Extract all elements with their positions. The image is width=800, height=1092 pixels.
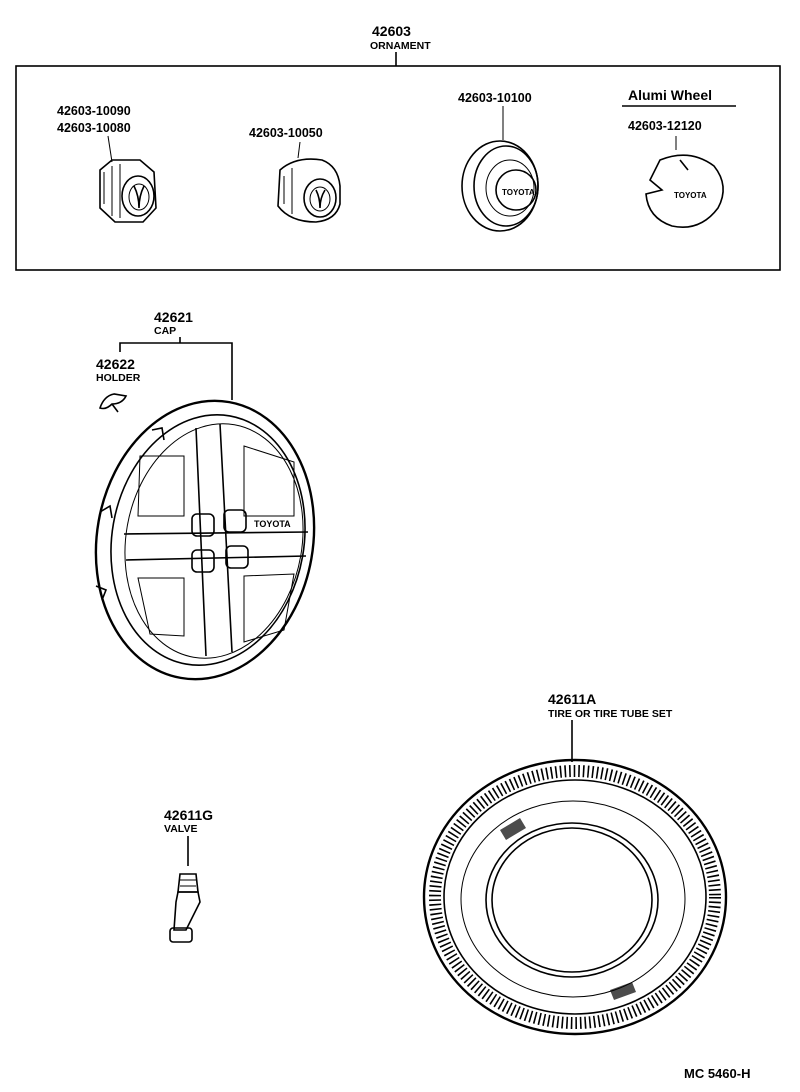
ornament-item-1-part-b: 42603-10080 — [57, 121, 131, 135]
ornament-label: ORNAMENT — [370, 40, 431, 52]
valve-label: VALVE — [164, 823, 198, 835]
alumi-toyota-text: TOYOTA — [674, 191, 707, 200]
ornament-item-1-part-a: 42603-10090 — [57, 104, 131, 118]
center-ornament-icon — [462, 141, 538, 231]
ornament-item-1-leader — [108, 136, 112, 162]
wheel-cap-icon — [74, 383, 335, 696]
ornament-part-number: 42603 — [372, 23, 411, 39]
valve-group — [164, 807, 213, 942]
ornament-group — [16, 23, 780, 270]
valve-part-number: 42611G — [164, 807, 214, 823]
tire-icon — [424, 760, 726, 1034]
alumi-wheel-emblem-icon — [646, 155, 723, 227]
tire-valve-icon — [170, 874, 200, 942]
tire-label: TIRE OR TIRE TUBE SET — [548, 708, 673, 720]
diagram-code: MC 5460-H — [684, 1066, 751, 1081]
ornament-item-3-part-a: 42603-10100 — [458, 91, 532, 105]
tire-group — [424, 691, 726, 1034]
ornament-nut-1-icon — [100, 160, 156, 222]
cap-toyota-text: TOYOTA — [254, 519, 291, 529]
cap-leader-line — [120, 337, 232, 400]
cap-label: CAP — [154, 325, 177, 337]
toyota-emblem-text: TOYOTA — [502, 188, 535, 197]
holder-clip-icon — [100, 394, 126, 412]
cap-part-number: 42621 — [154, 309, 193, 325]
holder-label: HOLDER — [96, 372, 141, 384]
ornament-item-4-part-a: 42603-12120 — [628, 119, 702, 133]
ornament-nut-2-icon — [278, 159, 340, 222]
alumi-wheel-heading: Alumi Wheel — [628, 87, 713, 103]
holder-part-number: 42622 — [96, 356, 135, 372]
ornament-item-2-part-a: 42603-10050 — [249, 126, 323, 140]
cap-group — [74, 309, 335, 697]
tire-part-number: 42611A — [548, 691, 597, 707]
ornament-item-2-leader — [298, 142, 300, 158]
